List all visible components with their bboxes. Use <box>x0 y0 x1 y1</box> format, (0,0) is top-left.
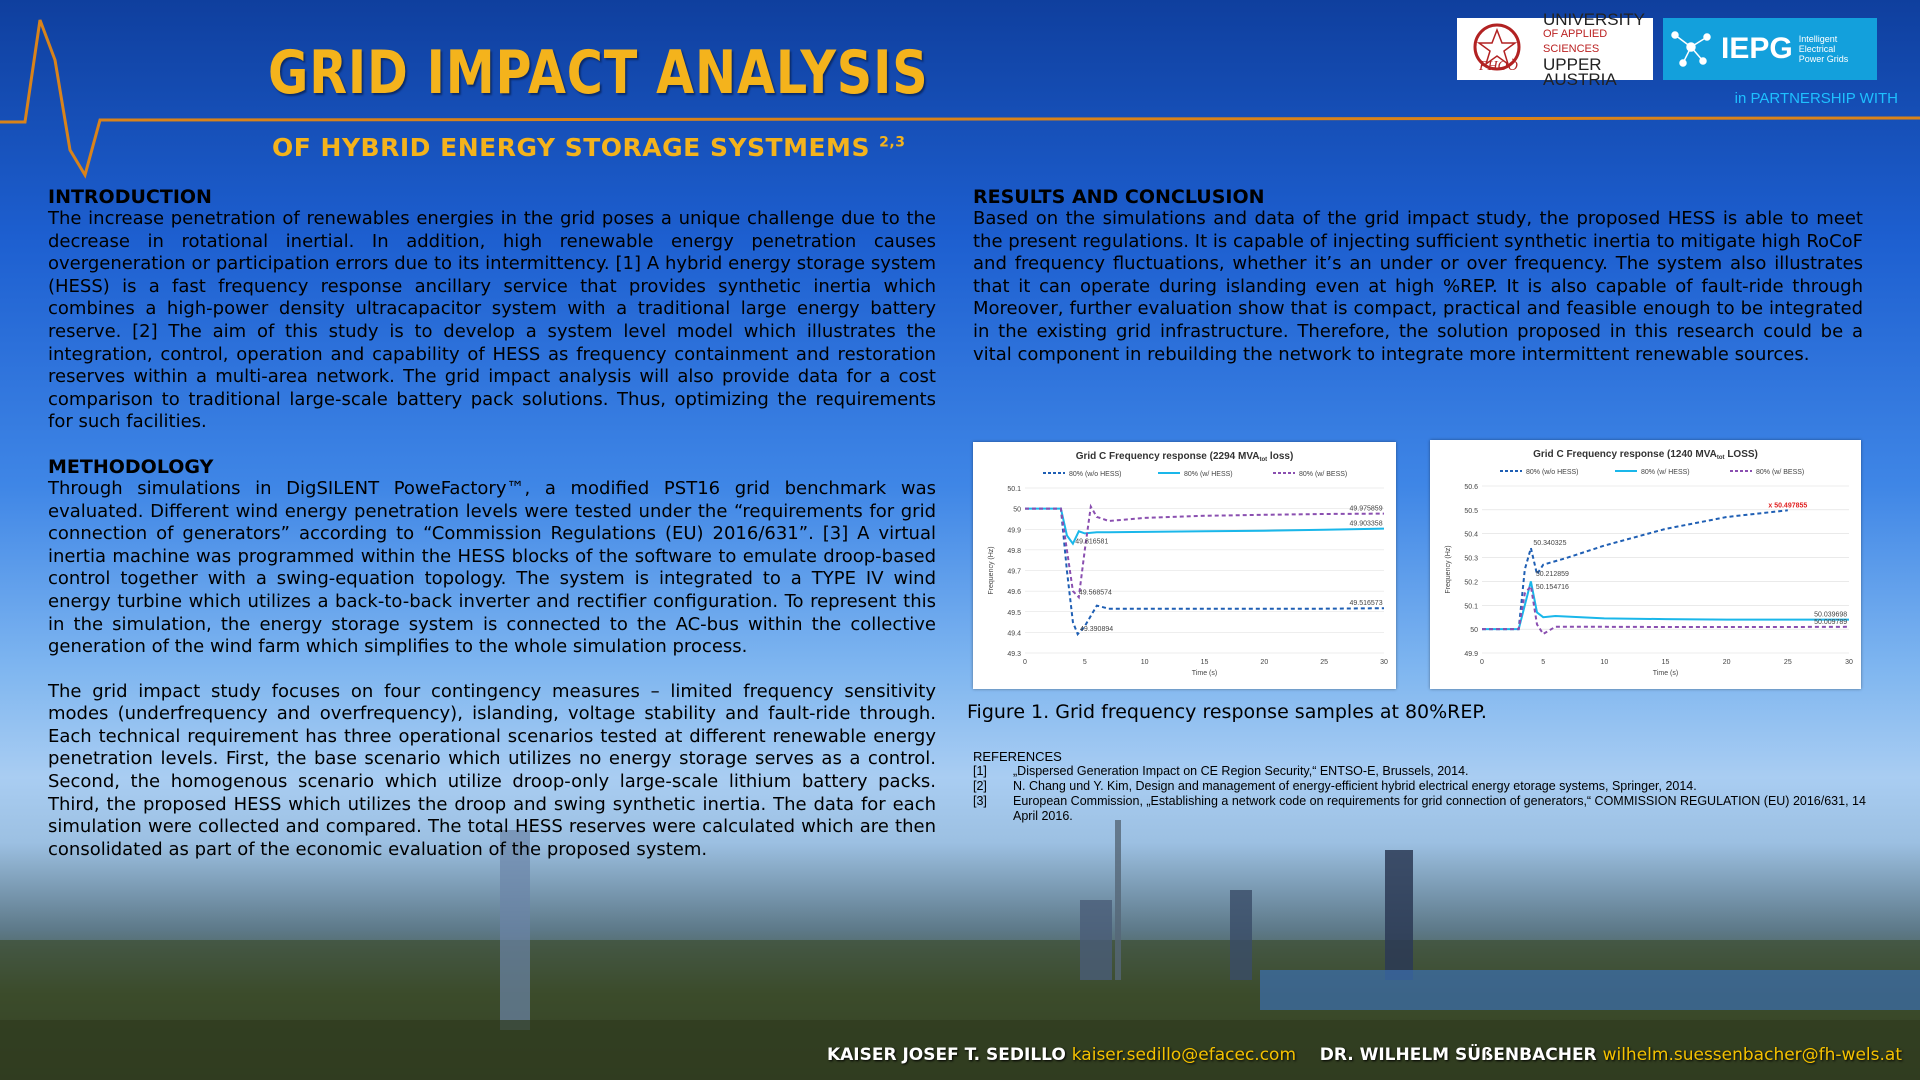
x-tick-label: 5 <box>1541 659 1546 666</box>
y-tick-label: 49.9 <box>1007 527 1021 535</box>
data-label: 49.903358 <box>1349 520 1383 528</box>
results-text: Based on the simulations and data of the grid impact study, the proposed HESS is able to meet the present regulations. It is capable of injecting sufficient synthetic inertia to mitigate high RoCoF and frequency fluctuations, whether it’s an under or over frequency. The system also illustrates that it can operate during islanding even at high %REP. It is also capable of fault-ride through Moreover, further evaluation show that is compact, practical and feasible enough to be integrated in the existing grid infrastructure. Therefore, the solution proposed in this research could be a vital component in rebuilding the network to integrate more intermittent renewable sources. <box>973 208 1863 365</box>
series-line <box>1482 510 1788 629</box>
fhoo-seal-icon <box>1461 21 1537 77</box>
figure-caption: Figure 1. Grid frequency response samples at 80%REP. <box>967 701 1487 723</box>
introduction-text: The increase penetration of renewables energies in the grid poses a unique challenge due to the decrease in rotational inertial. In addition, high renewable energy penetration causes overgeneration or participation errors due to its intermittency. [1] A hybrid energy storage system (HESS) is a fast frequency response ancillary service that provides synthetic inertia which combines a high-power density ultracapacitor system with a traditional large energy battery reserve. [2] The aim of this study is to develop a system level model which illustrates the integration, control, operation and capability of HESS as frequency containment and restoration reserves within a multi-area network. The grid impact analysis will also provide data for a cost comparison to traditional large-scale battery pack solutions. Thus, optimizing the requirements for such facilities. <box>48 208 936 433</box>
reference-item <box>973 779 1873 794</box>
partnership-label: in PARTNERSHIP WITH <box>1734 90 1898 107</box>
right-column <box>973 186 1863 366</box>
data-label: 49.816581 <box>1075 538 1109 546</box>
y-tick-label: 49.3 <box>1007 651 1021 658</box>
data-label: 49.390894 <box>1080 626 1114 634</box>
iepg-logo <box>1663 18 1877 80</box>
x-tick-label: 10 <box>1140 659 1149 666</box>
y-tick-label: 49.6 <box>1007 589 1021 597</box>
university-line3: UPPER AUSTRIA <box>1543 54 1617 89</box>
subtitle-superscript: 2,3 <box>879 134 906 151</box>
x-tick-label: 30 <box>1380 659 1388 666</box>
reference-num: [1] <box>973 764 987 778</box>
reference-item <box>973 794 1873 824</box>
data-label: 50.039698 <box>1814 611 1848 619</box>
x-tick-label: 25 <box>1783 659 1792 666</box>
iepg-sub2: Electrical <box>1798 44 1836 54</box>
x-tick-label: 25 <box>1320 659 1329 666</box>
reference-text: „Dispersed Generation Impact on CE Region Security,“ ENTSO-E, Brussels, 2014. <box>1013 764 1469 778</box>
y-axis-label: Frequency (Hz) <box>1445 545 1452 594</box>
author-1-name: KAISER JOSEF T. SEDILLO <box>826 1045 1066 1065</box>
iepg-subtext <box>1799 34 1849 64</box>
data-label: 50.340325 <box>1533 540 1567 548</box>
iepg-sub1: Intelligent <box>1798 34 1838 44</box>
university-logo <box>1457 9 1653 89</box>
iepg-text: IEPG <box>1721 32 1793 65</box>
y-tick-label: 50.1 <box>1007 486 1021 493</box>
introduction-heading: INTRODUCTION <box>48 186 212 208</box>
data-label: 49.568574 <box>1078 589 1112 597</box>
y-tick-label: 50.6 <box>1464 484 1478 491</box>
poster-title: GRID IMPACT ANALYSIS <box>268 38 929 108</box>
y-tick-label: 49.4 <box>1007 630 1021 638</box>
network-icon <box>1669 27 1713 71</box>
x-tick-label: 5 <box>1082 659 1087 666</box>
x-tick-label: 20 <box>1260 659 1269 666</box>
x-axis-label: Time (s) <box>1191 670 1218 677</box>
y-tick-label: 50.3 <box>1464 555 1478 563</box>
author-2-name: DR. WILHELM SÜßENBACHER <box>1319 1045 1597 1065</box>
legend-label: 80% (w/ BESS) <box>1756 469 1805 476</box>
reference-item <box>973 764 1873 779</box>
methodology-text-1: Through simulations in DigSILENT PoweFactory™, a modified PST16 grid benchmark was evaluated. Different wind energy penetration levels were tested under the “requirements for grid connection of generators” according to “Commission Regulations (EU) 2016/631”. [3] A virtual inertia machine was programmed within the HESS blocks of the software to emulate droop-based control together with a swing-equation topology. The system is integrated to a TYPE IV wind energy turbine which utilizes a back-to-back inverter and rectifier configuration. To represent this in the simulation, the energy storage system is connected to the AC-bus within the collective generation of the wind farm which simplifies to the whole simulation process. <box>48 477 936 658</box>
y-tick-label: 50 <box>1013 506 1021 514</box>
chart-title: Grid C Frequency response (2294 $MVA_{tot}$ loss) <box>1075 451 1294 463</box>
chart-grid-c-1240 <box>1430 440 1861 689</box>
y-tick-label: 50.5 <box>1464 507 1478 515</box>
x-tick-label: 15 <box>1200 659 1209 666</box>
author-footer <box>827 1045 1902 1065</box>
methodology-text-2: The grid impact study focuses on four contingency measures – limited frequency sensitivity modes (underfrequency and overfrequency), islanding, voltage stability and fault-ride through. Each technical requirement has three operational scenarios tested at different renewable energy penetration levels. First, the base scenario which utilizes no energy storage serves as a control. Second, the homogenous scenario which utilize droop-only large-scale lithium battery packs. Third, the proposed HESS which utilizes the droop and swing synthetic inertia. The data for each simulation were collected and compared. The total HESS reserves were calculated which are then consolidated as part of the economic evaluation of the proposed system. <box>48 680 936 860</box>
data-label: x 50.497855 <box>1768 502 1808 510</box>
y-tick-label: 49.9 <box>1464 651 1478 658</box>
methodology-heading: METHODOLOGY <box>48 455 214 478</box>
legend-label: 80% (w/o HESS) <box>1526 469 1579 476</box>
y-tick-label: 50.2 <box>1464 579 1478 587</box>
data-label: 50.009789 <box>1814 618 1848 626</box>
iepg-sub3: Power Grids <box>1798 54 1849 64</box>
chart-grid-c-2294 <box>973 442 1396 689</box>
x-tick-label: 30 <box>1845 659 1853 666</box>
data-label: 50.212859 <box>1535 571 1569 579</box>
reference-text: European Commission, „Establishing a network code on requirements for grid connection of generators,“ COMMISSION REGULATION (EU) 2016/631, 14 April 2016. <box>1013 794 1866 823</box>
legend-label: 80% (w/o HESS) <box>1069 471 1122 478</box>
y-axis-label: Frequency (Hz) <box>988 546 995 595</box>
chart-svg-2 <box>1430 440 1861 689</box>
fhoo-seal-text: FHOÖ <box>1479 59 1518 74</box>
data-label: 49.516573 <box>1349 600 1383 608</box>
legend-label: 80% (w/ BESS) <box>1299 471 1348 478</box>
series-line <box>1025 507 1384 598</box>
y-tick-label: 50.4 <box>1464 531 1478 539</box>
subtitle-text: OF HYBRID ENERGY STORAGE SYSTMEMS <box>272 133 870 162</box>
legend-label: 80% (w/ HESS) <box>1641 469 1690 476</box>
reference-text: N. Chang und Y. Kim, Design and management of energy-efficient hybrid electrical energy etorage systems, Springer, 2014. <box>1013 779 1697 793</box>
y-tick-label: 49.5 <box>1007 609 1021 617</box>
x-tick-label: 0 <box>1480 659 1484 666</box>
reference-num: [2] <box>973 779 987 793</box>
x-tick-label: 10 <box>1600 659 1609 666</box>
chart-svg-1 <box>973 442 1396 689</box>
x-tick-label: 0 <box>1023 659 1027 666</box>
author-1-email[interactable]: kaiser.sedillo@efacec.com <box>1071 1045 1297 1065</box>
data-label: 49.975859 <box>1349 505 1383 513</box>
legend-label: 80% (w/ HESS) <box>1184 471 1233 478</box>
y-tick-label: 49.7 <box>1007 568 1021 576</box>
y-tick-label: 50.1 <box>1464 603 1478 611</box>
references-heading: REFERENCES <box>973 749 1062 764</box>
university-line2: OF APPLIED SCIENCES <box>1543 27 1608 55</box>
reference-num: [3] <box>973 794 987 808</box>
chart-title: Grid C Frequency response (1240 $MVA_{tot}$ LOSS) <box>1533 449 1758 461</box>
university-name <box>1543 9 1653 89</box>
y-tick-label: 50 <box>1470 627 1478 635</box>
references <box>973 749 1873 824</box>
y-tick-label: 49.8 <box>1007 547 1021 555</box>
data-label: 50.154716 <box>1535 584 1569 592</box>
left-column <box>48 186 936 861</box>
poster-subtitle <box>272 133 905 162</box>
university-line1: UNIVERSITY <box>1543 9 1646 29</box>
x-axis-label: Time (s) <box>1652 670 1679 677</box>
author-2-email[interactable]: wilhelm.suessenbacher@fh-wels.at <box>1602 1045 1902 1065</box>
results-heading: RESULTS AND CONCLUSION <box>973 186 1265 208</box>
x-tick-label: 15 <box>1661 659 1670 666</box>
series-line <box>1025 509 1384 635</box>
x-tick-label: 20 <box>1722 659 1731 666</box>
